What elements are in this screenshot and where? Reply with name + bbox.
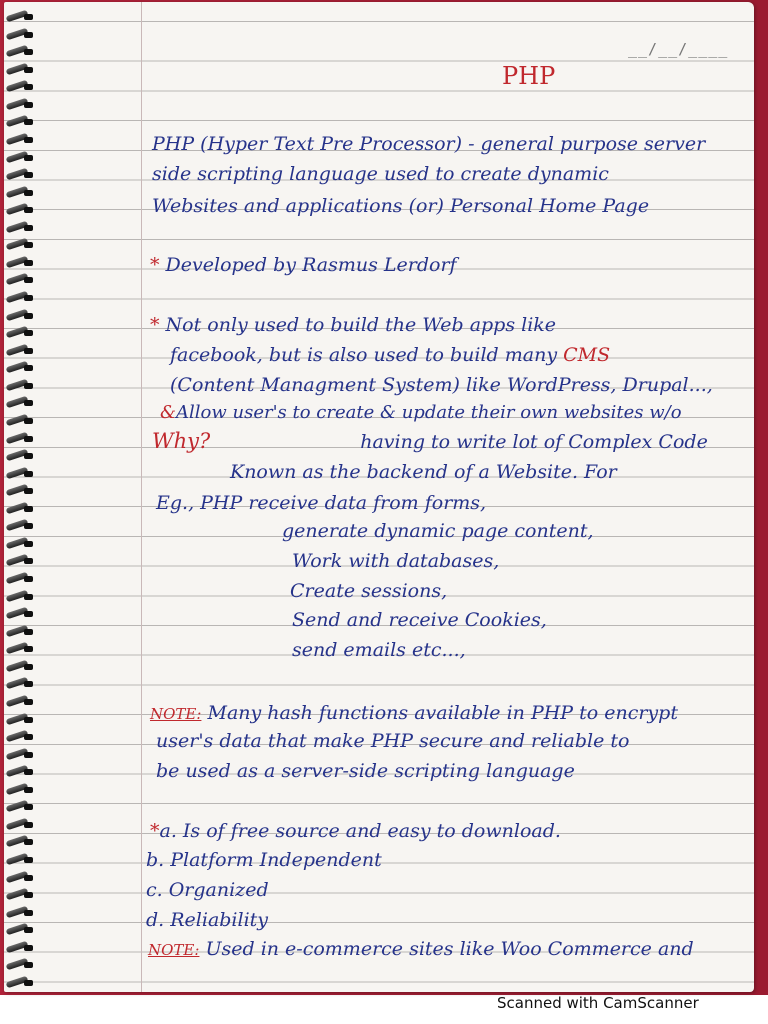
spiral-ring bbox=[6, 398, 36, 407]
spiral-ring bbox=[6, 521, 36, 530]
note-line-1: PHP (Hyper Text Pre Processor) - general purpose server bbox=[152, 133, 706, 155]
spiral-ring bbox=[6, 100, 36, 109]
spiral-ring bbox=[6, 539, 36, 548]
spiral-ring bbox=[6, 47, 36, 56]
spiral-ring bbox=[6, 750, 36, 759]
spiral-ring bbox=[6, 644, 36, 653]
spiral-ring bbox=[6, 855, 36, 864]
note-line-5: * Not only used to build the Web apps like bbox=[150, 314, 557, 336]
bullet-star: * bbox=[150, 314, 160, 336]
spiral-ring bbox=[6, 381, 36, 390]
spiral-ring bbox=[6, 662, 36, 671]
spiral-ring bbox=[6, 627, 36, 636]
spiral-ring bbox=[6, 767, 36, 776]
spiral-binding bbox=[6, 12, 40, 987]
spiral-ring bbox=[6, 469, 36, 478]
note-line-3: Websites and applications (or) Personal Home Page bbox=[152, 195, 650, 217]
note-line-6: facebook, but is also used to build many CMS bbox=[170, 344, 611, 366]
spiral-ring bbox=[6, 117, 36, 126]
spiral-ring bbox=[6, 30, 36, 39]
spiral-ring bbox=[6, 170, 36, 179]
spiral-ring bbox=[6, 293, 36, 302]
note-line-why: Why? having to write lot of Complex Code bbox=[152, 429, 708, 453]
bullet-ampersand: & bbox=[160, 402, 177, 423]
margin-line bbox=[141, 2, 142, 992]
spiral-ring bbox=[6, 715, 36, 724]
spiral-ring bbox=[6, 65, 36, 74]
bullet-star: * bbox=[150, 820, 160, 842]
spiral-ring bbox=[6, 451, 36, 460]
spiral-ring bbox=[6, 434, 36, 443]
spiral-ring bbox=[6, 240, 36, 249]
scanner-watermark: Scanned with CamScanner bbox=[497, 994, 699, 1012]
note-line-18: user's data that make PHP secure and reliable to bbox=[156, 730, 630, 752]
spiral-ring bbox=[6, 258, 36, 267]
spiral-ring bbox=[6, 275, 36, 284]
spiral-ring bbox=[6, 82, 36, 91]
spiral-ring bbox=[6, 223, 36, 232]
note-line-15: Send and receive Cookies, bbox=[292, 609, 547, 631]
note-line-2: side scripting language used to create dynamic bbox=[152, 163, 609, 185]
spiral-ring bbox=[6, 802, 36, 811]
note-line-note1: NOTE: Many hash functions available in PHP to encrypt bbox=[150, 702, 678, 724]
spiral-ring bbox=[6, 556, 36, 565]
note-line-14: Create sessions, bbox=[290, 580, 448, 602]
note-line-22: c. Organized bbox=[146, 879, 269, 901]
spiral-ring bbox=[6, 486, 36, 495]
spiral-ring bbox=[6, 978, 36, 987]
spiral-ring bbox=[6, 188, 36, 197]
spiral-ring bbox=[6, 873, 36, 882]
note-line-8: &Allow user's to create & update their own websites w/o bbox=[160, 402, 682, 423]
spiral-ring bbox=[6, 785, 36, 794]
spiral-ring bbox=[6, 697, 36, 706]
note-line-16: send emails etc..., bbox=[292, 639, 466, 661]
note-line-10: Known as the backend of a Website. For bbox=[230, 461, 617, 483]
spiral-ring bbox=[6, 820, 36, 829]
note-line-7: (Content Managment System) like WordPress, Drupal..., bbox=[170, 374, 713, 396]
notebook-page bbox=[4, 2, 754, 992]
note-line-19: be used as a server-side scripting language bbox=[156, 760, 575, 782]
spiral-ring bbox=[6, 837, 36, 846]
bullet-star: * bbox=[150, 254, 160, 276]
spiral-ring bbox=[6, 346, 36, 355]
note-label: NOTE: bbox=[148, 941, 200, 959]
spiral-ring bbox=[6, 328, 36, 337]
spiral-ring bbox=[6, 153, 36, 162]
spiral-ring bbox=[6, 679, 36, 688]
note-line-11: Eg., PHP receive data from forms, bbox=[156, 492, 487, 514]
spiral-ring bbox=[6, 416, 36, 425]
note-label: NOTE: bbox=[150, 705, 202, 723]
spiral-ring bbox=[6, 943, 36, 952]
spiral-ring bbox=[6, 732, 36, 741]
spiral-ring bbox=[6, 205, 36, 214]
page-title: PHP bbox=[502, 62, 556, 90]
spiral-ring bbox=[6, 592, 36, 601]
note-line-note2: NOTE: Used in e-commerce sites like Woo Commerce and bbox=[148, 938, 694, 960]
note-line-21: b. Platform Independent bbox=[146, 849, 382, 871]
note-line-13: Work with databases, bbox=[292, 550, 500, 572]
why-label: Why? bbox=[152, 429, 211, 453]
spiral-ring bbox=[6, 12, 36, 21]
spiral-ring bbox=[6, 135, 36, 144]
note-line-20: *a. Is of free source and easy to download. bbox=[150, 820, 561, 842]
cms-highlight: CMS bbox=[563, 344, 611, 366]
note-line-12: generate dynamic page content, bbox=[282, 520, 594, 542]
spiral-ring bbox=[6, 908, 36, 917]
spiral-ring bbox=[6, 890, 36, 899]
spiral-ring bbox=[6, 504, 36, 513]
note-line-developer: * Developed by Rasmus Lerdorf bbox=[150, 254, 457, 276]
spiral-ring bbox=[6, 363, 36, 372]
spiral-ring bbox=[6, 609, 36, 618]
date-field: __/__/____ bbox=[628, 40, 729, 58]
spiral-ring bbox=[6, 574, 36, 583]
spiral-ring bbox=[6, 925, 36, 934]
spiral-ring bbox=[6, 960, 36, 969]
note-line-23: d. Reliability bbox=[146, 909, 269, 931]
spiral-ring bbox=[6, 311, 36, 320]
